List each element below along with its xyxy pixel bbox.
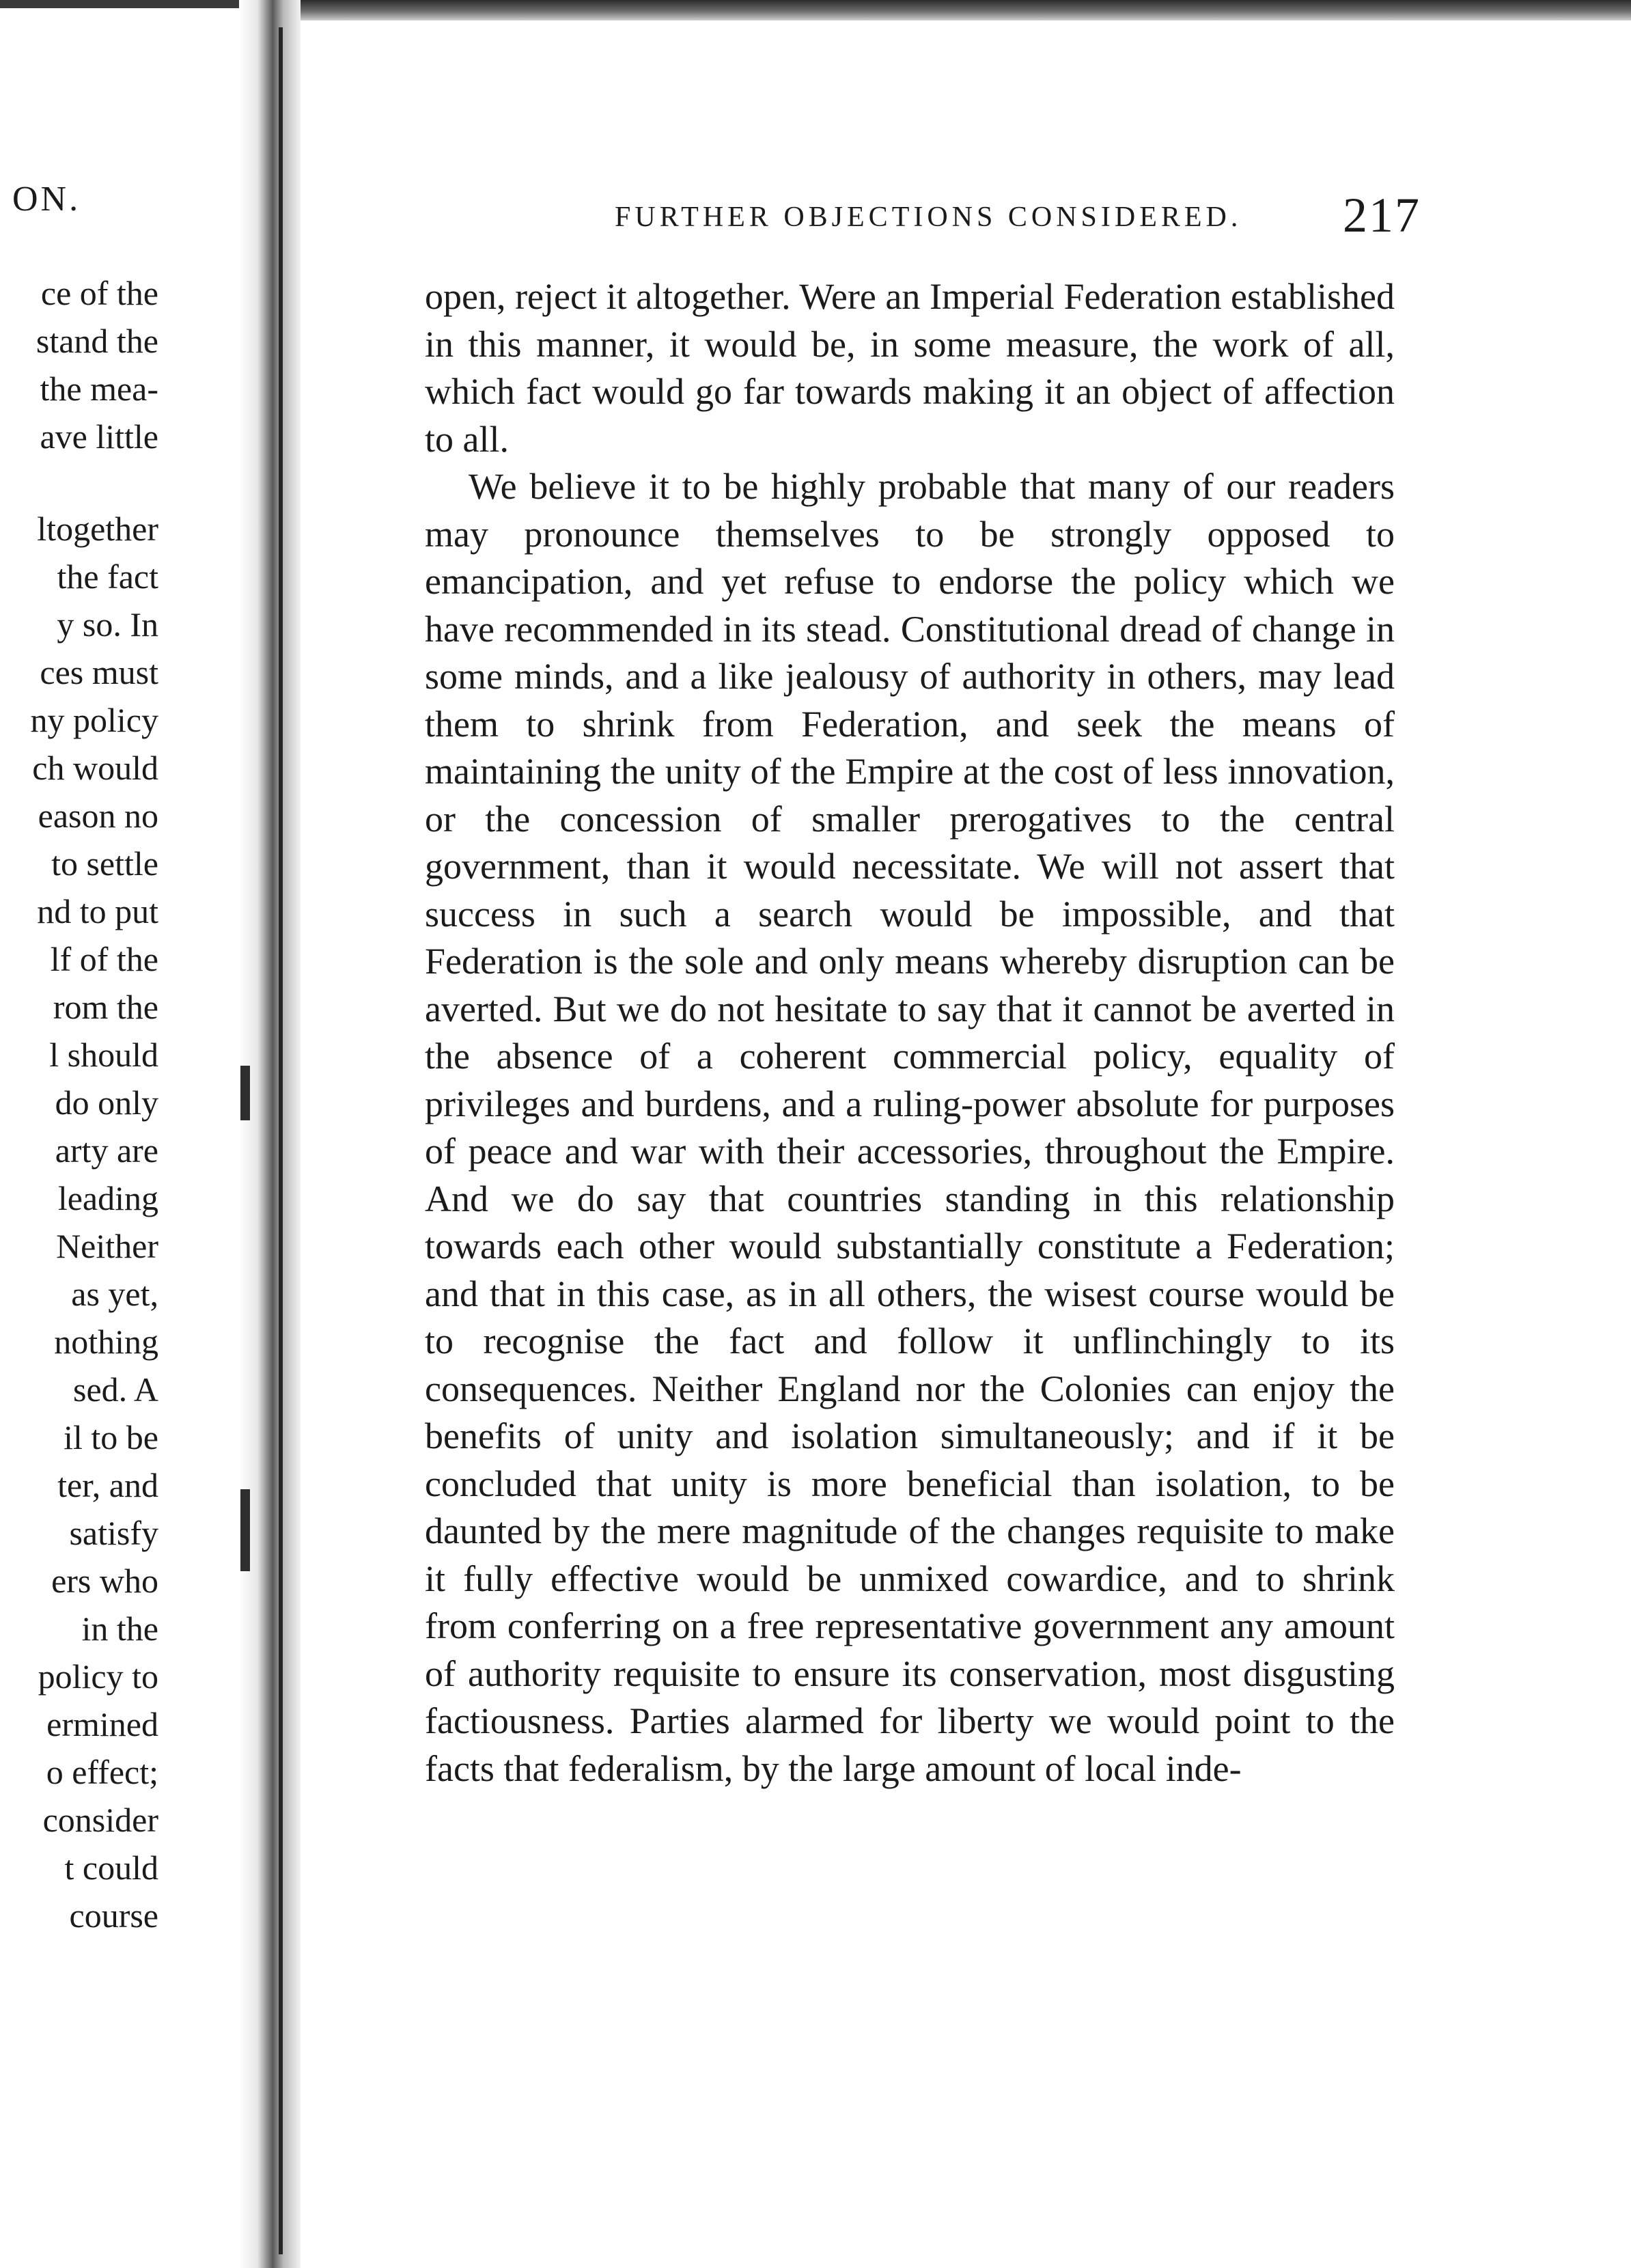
left-page-line: ce of the: [40, 274, 158, 312]
running-title: FURTHER OBJECTIONS CONSIDERED.: [615, 202, 1242, 233]
left-page-line: ave little: [40, 417, 158, 456]
left-page-line: leading: [57, 1179, 158, 1217]
running-head: [410, 184, 1421, 243]
binding-thread: [240, 1066, 250, 1120]
left-page-line: o effect;: [46, 1753, 158, 1791]
left-page-line: ermined: [46, 1705, 158, 1743]
page-number: 217: [1343, 188, 1421, 243]
left-page-line: arty are: [55, 1131, 158, 1170]
paragraph: open, reject it altogether. Were an Imperial Federation established in this manner, it would be, in some measure, the work of all, which fact would go far towards making it an object of affection to all.: [425, 276, 1395, 460]
left-page-line: ter, and: [57, 1466, 158, 1504]
left-page-line: consider: [42, 1801, 158, 1839]
left-page-line: ny policy: [30, 701, 158, 739]
left-page-line: Neither: [56, 1227, 158, 1265]
left-page-line: ers who: [51, 1562, 158, 1600]
left-page-line: ces must: [40, 653, 158, 691]
left-page-line: t could: [64, 1849, 158, 1887]
left-page-line: policy to: [38, 1657, 158, 1696]
left-page: [0, 0, 239, 2268]
left-page-line: satisfy: [69, 1514, 158, 1552]
left-page-line: ltogether: [37, 510, 158, 548]
left-page-line: l should: [49, 1036, 158, 1074]
left-page-line: rom the: [53, 988, 158, 1026]
left-page-line: il to be: [64, 1418, 158, 1456]
left-page-line: eason no: [38, 797, 158, 835]
paragraph: We believe it to be highly probable that many of our readers may pronounce themselves to be strongly opposed to emancipation, and yet refuse to endorse the policy which we have recommended in its stead. Constitutional dread of change in some minds, and a like jealousy of authority in others, may lead them to shrink from Federation, and seek the means of maintaining the unity of the Empire at the cost of less innovation, or the concession of smaller prerogatives to the central government, than it would necessitate. We will not assert that success in such a search would be impossible, and that Federation is the sole and only means whereby disruption can be averted. But we do not hesitate to say that it cannot be averted in the absence of a coherent commercial policy, equality of privileges and burdens, and a ruling-power absolute for purposes of peace and war with their accessories, throughout the Empire. And we do say that countries standing in this relationship towards each other would substantially constitute a Federation; and that in this case, as in all others, the wisest course would be to recognise the fact and follow it unflinchingly to its consequences. Neither England nor the Colonies can enjoy the benefits of unity and isolation simultaneously; and if it be concluded that unity is more beneficial than isolation, to be daunted by the mere magnitude of the changes requisite to make it fully effective would be unmixed cowardice, and to shrink from conferring on a free representative government any amount of authority requisite to ensure its conservation, most disgusting factiousness. Parties alarmed for liberty we would point to the facts that federalism, by the large amount of local inde-: [425, 466, 1395, 1789]
left-page-line: do only: [55, 1083, 158, 1122]
left-page-line: as yet,: [71, 1275, 158, 1313]
left-page-line: nothing: [54, 1323, 158, 1361]
book-gutter: [239, 0, 301, 2268]
left-page-line: stand the: [36, 322, 158, 360]
left-page-line: nd to put: [37, 892, 158, 930]
left-page-line: sed. A: [73, 1370, 158, 1409]
left-page-line: to settle: [51, 844, 158, 883]
scan-edge-top: [273, 0, 1631, 20]
left-page-line: y so. In: [57, 605, 158, 644]
book-spine-shadow: [279, 27, 283, 2254]
left-page-line: the mea-: [40, 370, 158, 408]
left-page-line: lf of the: [50, 940, 158, 978]
left-page-running-head: ON.: [12, 180, 81, 219]
left-page-line: ch would: [32, 749, 158, 787]
left-page-line: in the: [81, 1609, 158, 1648]
left-page-line: the fact: [57, 557, 158, 596]
left-page-line: course: [69, 1896, 158, 1935]
binding-thread: [240, 1489, 250, 1571]
body-text: [425, 273, 1395, 1793]
